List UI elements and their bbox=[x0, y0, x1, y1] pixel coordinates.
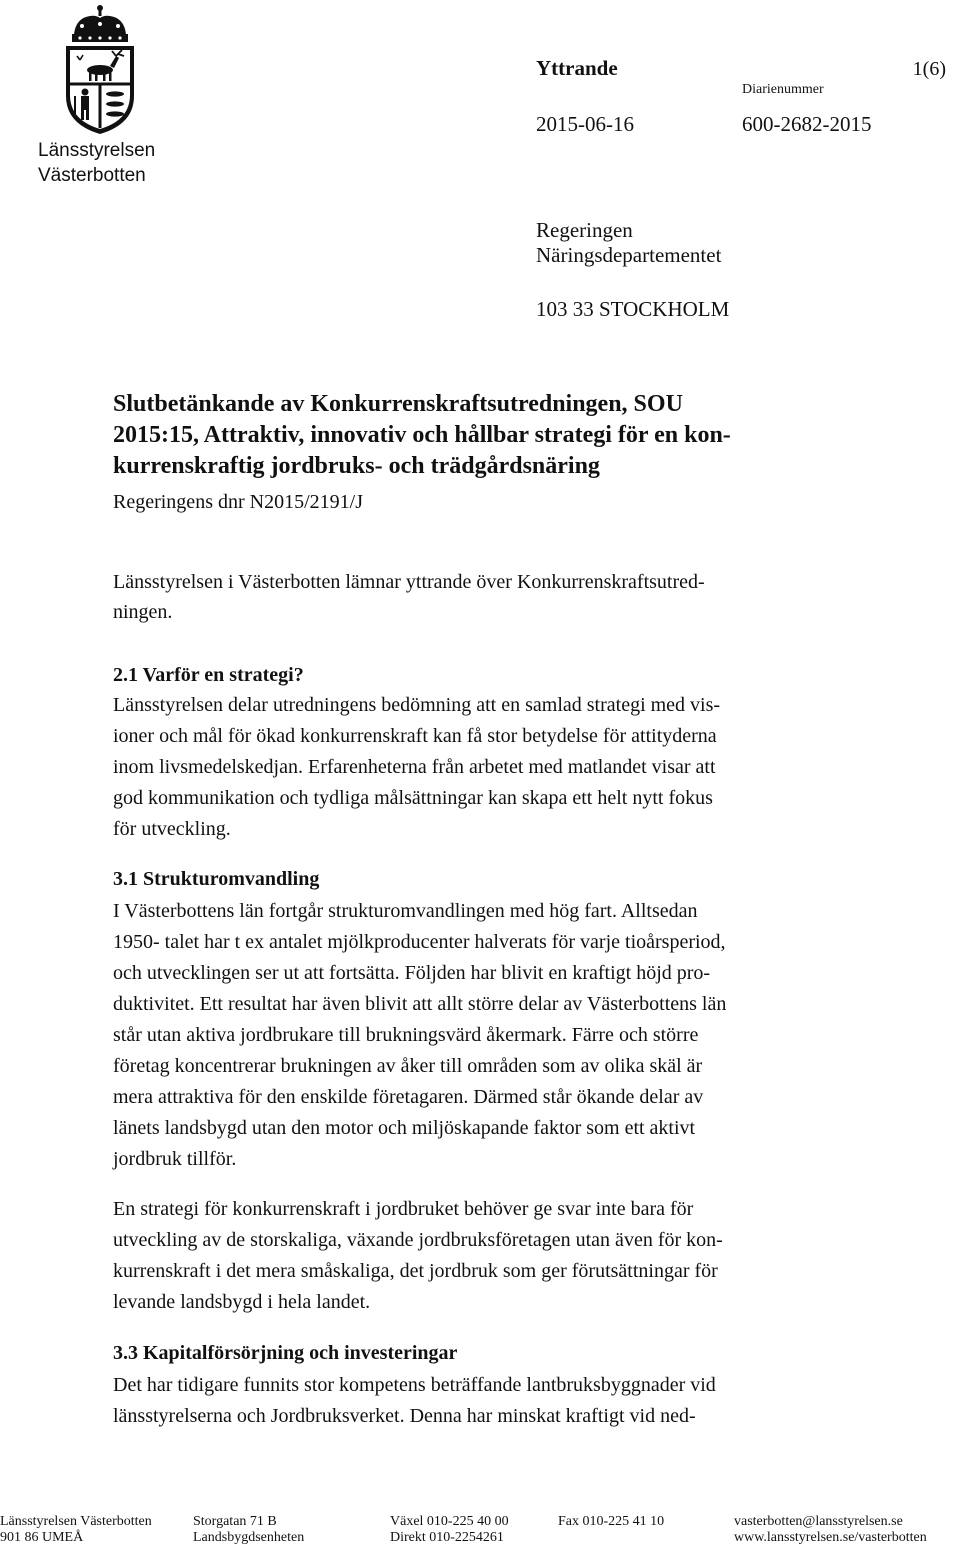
footer-email: vasterbotten@lansstyrelsen.se bbox=[734, 1514, 903, 1529]
text-line: jordbruk tillför. bbox=[113, 1148, 237, 1170]
text-line: levande landsbygd i hela landet. bbox=[113, 1291, 371, 1313]
text-line: I Västerbottens län fortgår strukturomvandlingen med hög fart. Alltsedan bbox=[113, 900, 698, 922]
title-line: kurrenskraftig jordbruks- och trädgårdsnäring bbox=[113, 453, 600, 479]
logo-text-line1: Länsstyrelsen bbox=[38, 140, 156, 161]
section-paragraph-3-1 bbox=[113, 896, 839, 1175]
footer-col-fax bbox=[558, 1512, 664, 1532]
text-line: inom livsmedelskedjan. Erfarenheterna från arbetet med matlandet visar att bbox=[113, 756, 716, 778]
recipient-line: Näringsdepartementet bbox=[536, 243, 722, 267]
footer-text: Landsbygdsenheten bbox=[193, 1530, 305, 1545]
title-line: Slutbetänkande av Konkurrenskraftsutredningen, SOU bbox=[113, 391, 683, 417]
text-line: mera attraktiva för den enskilde företagaren. Därmed står ökande delar av bbox=[113, 1086, 704, 1108]
footer-text: 901 86 UMEÅ bbox=[0, 1530, 84, 1545]
footer-text: Växel 010-225 40 00 bbox=[390, 1514, 509, 1529]
text-line: för utveckling. bbox=[113, 818, 231, 840]
logo-text-line2: Västerbotten bbox=[38, 165, 146, 186]
text-line: 1950- talet har t ex antalet mjölkproducenter halverats för varje tioårsperiod, bbox=[113, 931, 726, 953]
footer-text: Länsstyrelsen Västerbotten bbox=[0, 1514, 152, 1529]
text-line: företag koncentrerar brukningen av åker till områden som av olika skäl är bbox=[113, 1055, 703, 1077]
logo bbox=[38, 4, 160, 186]
government-reference: Regeringens dnr N2015/2191/J bbox=[113, 491, 363, 513]
footer-col-organisation bbox=[0, 1512, 152, 1532]
section-paragraph-3-3 bbox=[113, 1370, 839, 1432]
text-line: duktivitet. Ett resultat har även blivit att allt större delar av Västerbottens län bbox=[113, 993, 727, 1015]
section-paragraph-3-1-continued bbox=[113, 1194, 839, 1318]
text-line: länsstyrelserna och Jordbruksverket. Denna har minskat kraftigt vid ned- bbox=[113, 1405, 696, 1427]
footer-col-address bbox=[193, 1512, 277, 1532]
text-line: Länsstyrelsen delar utredningens bedömning att en samlad strategi med vis- bbox=[113, 694, 721, 716]
document-title bbox=[113, 389, 839, 482]
recipient-postal: 103 33 STOCKHOLM bbox=[536, 297, 730, 321]
footer-text: Direkt 010-2254261 bbox=[390, 1530, 504, 1545]
text-line: länets landsbygd utan den motor och miljöskapande faktor som ett aktivt bbox=[113, 1117, 696, 1139]
title-line: 2015:15, Attraktiv, innovativ och hållbar strategi för en kon- bbox=[113, 422, 731, 448]
text-line: En strategi för konkurrenskraft i jordbruket behöver ge svar inte bara för bbox=[113, 1198, 694, 1220]
intro-paragraph bbox=[113, 567, 839, 627]
section-heading-3-3: 3.3 Kapitalförsörjning och investeringar bbox=[113, 1342, 458, 1364]
footer-text: Fax 010-225 41 10 bbox=[558, 1514, 665, 1529]
text-line: ioner och mål för ökad konkurrenskraft kan få stor betydelse för attityderna bbox=[113, 725, 717, 747]
page-number: 1(6) bbox=[912, 58, 946, 80]
footer-col-phone bbox=[390, 1512, 509, 1532]
reference-number: 600-2682-2015 bbox=[742, 112, 872, 136]
text-line: god kommunikation och tydliga målsättningar kan skapa ett helt nytt fokus bbox=[113, 787, 713, 809]
text-line: ningen. bbox=[113, 601, 173, 623]
coat-of-arms-icon bbox=[60, 4, 140, 136]
text-line: står utan aktiva jordbrukare till brukningsvärd åkermark. Färre och större bbox=[113, 1024, 699, 1046]
section-heading-3-1: 3.1 Strukturomvandling bbox=[113, 868, 320, 890]
text-line: Länsstyrelsen i Västerbotten lämnar yttrande över Konkurrenskraftsutred- bbox=[113, 571, 705, 593]
text-line: och utvecklingen ser ut att fortsätta. Följden har blivit en kraftigt höjd pro- bbox=[113, 962, 711, 984]
text-line: kurrenskraft i det mera småskaliga, det jordbruk som ger förutsättningar för bbox=[113, 1260, 718, 1282]
footer-website: www.lansstyrelsen.se/vasterbotten bbox=[734, 1530, 927, 1545]
section-heading-2-1: 2.1 Varför en strategi? bbox=[113, 664, 304, 686]
reference-number-label: Diarienummer bbox=[742, 82, 824, 97]
text-line: utveckling av de storskaliga, växande jordbruksföretagen utan även för kon- bbox=[113, 1229, 723, 1251]
document-date: 2015-06-16 bbox=[536, 112, 634, 136]
text-line: Det har tidigare funnits stor kompetens beträffande lantbruksbyggnader vid bbox=[113, 1374, 716, 1396]
section-paragraph-2-1 bbox=[113, 690, 839, 845]
recipient-address bbox=[536, 218, 721, 268]
recipient-line: Regeringen bbox=[536, 218, 633, 242]
document-type: Yttrande bbox=[536, 56, 618, 80]
footer-col-web bbox=[734, 1512, 903, 1532]
footer-text: Storgatan 71 B bbox=[193, 1514, 277, 1529]
